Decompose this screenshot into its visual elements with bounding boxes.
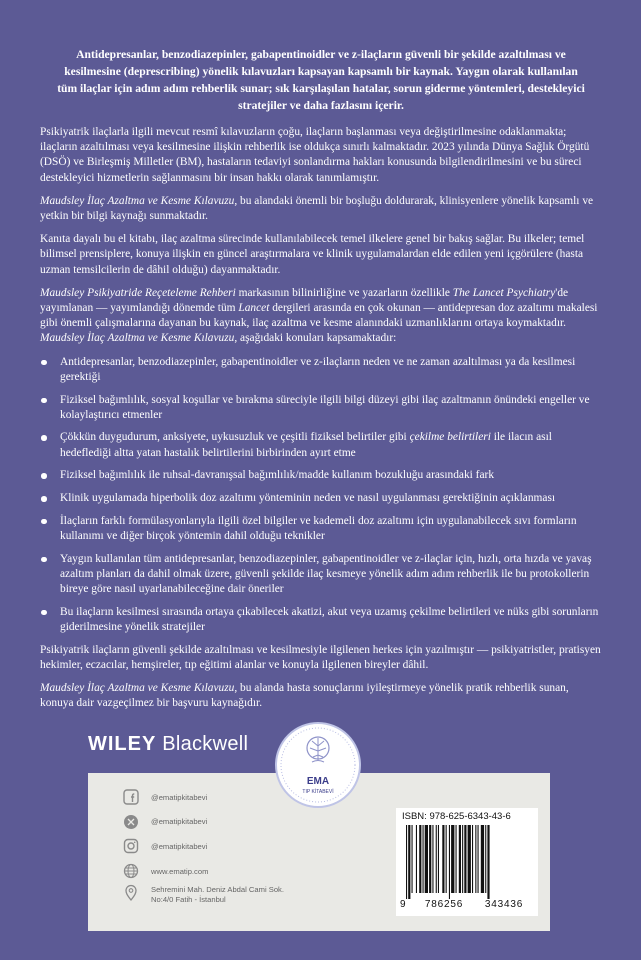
barcode-bar bbox=[412, 825, 413, 893]
list-item: Fiziksel bağımlılık, sosyal koşullar ve bırakma süreciyle ilgili bilgi düzeyi gibi ilaç azaltmanın önündeki engeller ve kolaylaştırıcı etmenler bbox=[40, 393, 605, 423]
book-title: Maudsley İlaç Azaltma ve Kesme Kılavuzu bbox=[40, 194, 235, 207]
topic-list bbox=[40, 355, 605, 636]
description bbox=[40, 125, 605, 720]
paragraph-6: Maudsley İlaç Azaltma ve Kesme Kılavuzu, bu alanda hasta sonuçlarını iyileştirmeye yönelik pratik rehberlik sunan, konuya dair vazgeçilmez bir başvuru kaynağıdır. bbox=[40, 682, 569, 710]
instagram-handle[interactable]: @ematipkitabevi bbox=[151, 841, 208, 851]
barcode-bar bbox=[456, 825, 457, 893]
barcode-bar bbox=[464, 825, 466, 893]
barcode-bar bbox=[451, 825, 454, 893]
barcode-bar bbox=[442, 825, 444, 893]
web-row bbox=[123, 860, 284, 882]
paragraph-2: Maudsley İlaç Azaltma ve Kesme Kılavuzu, bu alandaki önemli bir boşluğu doldurarak, klinisyenlere yönelik kapsamlı ve yetkin bir bilgi kaynağı sunmaktadır. bbox=[40, 194, 594, 223]
list-item: Çökkün duygudurum, anksiyete, uykusuzluk ve çeşitli fiziksel belirtiler gibi çekilme belirtileri ile ilacın asıl hedeflediği altta yatan hastalık belirtilerini birbirinden ayırt etme bbox=[40, 430, 605, 460]
barcode-bar bbox=[481, 825, 484, 893]
barcode bbox=[402, 825, 532, 901]
paragraph-3: Kanıta dayalı bu el kitabı, ilaç azaltma sürecinde kullanılabilecek temel ilkelere genel bir bakış sağlar. Bu ilkeler; temel bilimsel prensiplere, konuya ilişkin en güncel araştırmalara ve klinik uygulamalardan elde edilen yeni içgörülere (hasta uzman temsilcilerin de dâhil olduğu) dayanmaktadır. bbox=[40, 233, 585, 276]
barcode-bar bbox=[406, 825, 407, 899]
address: Sehremini Mah. Deniz Abdal Cami Sok. No:4/0 Fatih - İstanbul bbox=[151, 884, 284, 904]
x-row bbox=[123, 811, 284, 833]
barcode-digits: 9 786256 343436 bbox=[400, 899, 524, 910]
facebook-icon bbox=[123, 789, 139, 805]
barcode-bar bbox=[449, 825, 450, 899]
barcode-bar bbox=[475, 825, 476, 893]
list-item: Fiziksel bağımlılık ile ruhsal-davranışsal bağımlılık/madde kullanım bozukluğu arasındaki fark bbox=[40, 468, 605, 483]
ema-logo bbox=[275, 722, 361, 808]
barcode-bar bbox=[462, 825, 463, 893]
barcode-bar bbox=[472, 825, 473, 893]
barcode-bar bbox=[485, 825, 486, 893]
facebook-row bbox=[123, 786, 284, 808]
contact-list bbox=[123, 786, 284, 907]
barcode-bar bbox=[425, 825, 428, 893]
facebook-handle[interactable]: @ematipkitabevi bbox=[151, 792, 208, 802]
logo-subtitle: TIP KİTABEVİ bbox=[302, 789, 334, 795]
barcode-bar bbox=[408, 825, 410, 899]
barcode-bar bbox=[416, 825, 417, 893]
barcode-bar bbox=[487, 825, 489, 899]
barcode-bar bbox=[423, 825, 424, 893]
list-item: Yaygın kullanılan tüm antidepresanlar, benzodiazepinler, gabapentinoidler ve z-ilaçlar için, hızlı, orta hızda ve yavaş azaltım planları da dahil olmak üzere, güvenli şekilde ilaç kesmeye yönelik adım adım rehberlik ile bu protokollerin bireye göre nasıl uyarlanabileceğine dair öneriler bbox=[40, 552, 605, 598]
barcode-bar bbox=[446, 825, 447, 893]
barcode-bar bbox=[438, 825, 439, 893]
x-icon bbox=[123, 814, 139, 830]
barcode-bar bbox=[419, 825, 421, 893]
paragraph-5: Psikiyatrik ilaçların güvenli şekilde azaltılması ve kesilmesiyle ilgilenen herkes için yazılmıştır — psikiyatristler, pratisyen hekimler, eczacılar, hemşireler, tıp eğitimi alanlar ve konuyla ilgilenen bireyler dâhil. bbox=[40, 643, 601, 671]
barcode-bar bbox=[468, 825, 471, 893]
list-item: Klinik uygulamada hiperbolik doz azaltımı yönteminin neden ve nasıl uygulanması gerektiğinin açıklanması bbox=[40, 491, 605, 506]
barcode-bar bbox=[429, 825, 431, 893]
website-link[interactable]: www.ematip.com bbox=[151, 866, 209, 876]
isbn-label: ISBN: 978-625-6343-43-6 bbox=[402, 811, 511, 822]
barcode-bar bbox=[478, 825, 479, 893]
list-item: İlaçların farklı formülasyonlarıyla ilgili özel bilgiler ve kademeli doz azaltımı için uygulanabilecek sıvı formların kullanımı ve diğer birçok yöntemin dahil olduğu teknikler bbox=[40, 514, 605, 544]
instagram-row bbox=[123, 835, 284, 857]
barcode-bar bbox=[436, 825, 437, 893]
location-pin-icon bbox=[123, 885, 139, 901]
globe-icon bbox=[123, 863, 139, 879]
address-row bbox=[123, 885, 284, 905]
list-item: Bu ilaçların kesilmesi sırasında ortaya çıkabilecek akatizi, akut veya uzamış çekilme belirtileri ve nüks gibi sorunların giderilmesine yönelik stratejiler bbox=[40, 605, 605, 635]
instagram-icon bbox=[123, 838, 139, 854]
x-handle[interactable]: @ematipkitabevi bbox=[151, 817, 208, 827]
logo-name: EMA bbox=[306, 776, 330, 787]
barcode-bar bbox=[459, 825, 461, 893]
intro-blurb: Antidepresanlar, benzodiazepinler, gabapentinoidler ve z-ilaçların güvenli bir şekilde azaltılması ve kesilmesine (deprescribing) yönelik kılavuzları kapsayan kapsamlı bir kaynak. Yaygın olarak kullanılan tüm ilaçlar için adım adım rehberlik sunar; sık karşılaşılan hatalar, sorun giderme yöntemleri, destekleyici stratejiler ve daha fazlasını içerir. bbox=[57, 48, 585, 112]
paragraph-4: Maudsley Psikiyatride Reçeteleme Rehberi markasının bilinirliğine ve yazarların özellikle The Lancet Psychiatry'de yayımlanan — yayımlandığı dönemde tüm Lancet dergileri arasında en çok okunan — antidepresan doz azaltımı makalesi gibi önemli çalışmalarına dayanan bu kaynak, ilaç azaltma ve kesme alanındaki uzmanlıklarını ortaya koymaktadır. Maudsley İlaç Azaltma ve Kesme Kılavuzu, aşağıdaki konuları kapsamaktadır: bbox=[40, 286, 598, 345]
list-item: Antidepresanlar, benzodiazepinler, gabapentinoidler ve z-ilaçların neden ve ne zaman azaltılması ya da kesilmesi gerektiği bbox=[40, 355, 605, 385]
paragraph-1: Psikiyatrik ilaçlarla ilgili mevcut resmî kılavuzların çoğu, ilaçların başlanması veya değiştirilmesine odaklanmakta; ilaçların azaltılması veya kesilmesine ilişkin rehberlik ise oldukça sınırlı kalmaktadır. 2023 yılında Dünya Sağlık Örgütü (DSÖ) ve Birleşmiş Milletler (BM), hastaların tedaviyi sonlandırma hakları konusunda bilgilendirilmesini ve bu süreci destekleyici hizmetlerin sağlanmasını bir insan hakkı olarak tanımlamıştır. bbox=[40, 126, 590, 184]
publisher-logo: WILEY Blackwell bbox=[88, 733, 249, 755]
barcode-bar bbox=[432, 825, 433, 893]
